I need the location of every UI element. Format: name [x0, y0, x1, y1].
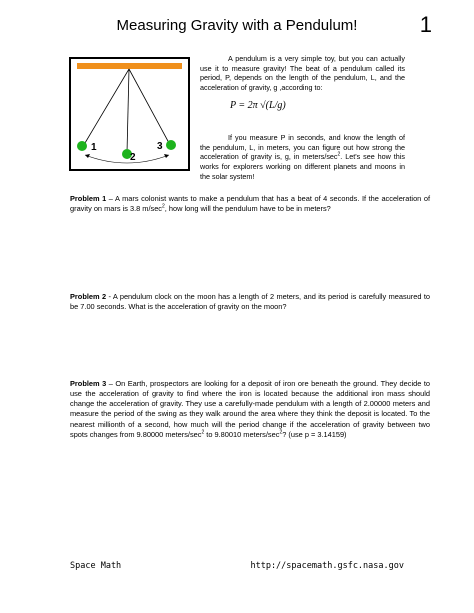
- problem-3-sup-2: 2: [279, 429, 283, 436]
- pendulum-support-bar: [77, 63, 182, 69]
- marker-1: 1: [91, 142, 97, 153]
- problem-3-sup-1: 2: [201, 429, 205, 436]
- arc-arrow-left: [85, 154, 90, 158]
- intro-paragraph-2: [200, 133, 405, 182]
- pendulum-string-center: [127, 69, 129, 153]
- intro-paragraph-1: A pendulum is a very simple toy, but you can actually use it to measure gravity! The beat of a pendulum called its period, P, depends on the length of the pendulum, L, and the acceleration of gravity, g ,according to:: [200, 54, 405, 93]
- marker-3: 3: [157, 141, 163, 152]
- pendulum-string-left: [85, 69, 129, 143]
- problem-2: [70, 292, 430, 312]
- problem-1-sup: 2: [162, 203, 165, 210]
- pendulum-string-right: [129, 69, 169, 143]
- problem-3-text-end: ? (use p = 3.14159): [282, 429, 347, 439]
- problem-2-label: Problem 2: [70, 292, 107, 301]
- intro-text: [200, 54, 405, 181]
- footer-left: Space Math: [70, 561, 122, 571]
- intro-p2-sup: 2: [337, 151, 341, 158]
- problem-1-text-end: , how long will the pendulum have to be in meters?: [164, 204, 331, 214]
- pendulum-drawing: [71, 59, 188, 169]
- problem-3-label: Problem 3: [70, 379, 107, 388]
- problem-3-text: – On Earth, prospectors are looking for a deposit of iron ore beneath the ground. They decide to use the acceleration of gravity to find where the iron is located because the additional iron mass should change the acceleration of gravity. They use a carefully-made pendulum with a length of 2.00000 meters and measure the period of the swing as they walk around the area where they think the deposit is located. To the nearest millionth of a second, how much will the period change if the acceleration of gravity between two spots changes from 9.80000 meters/sec: [70, 379, 430, 439]
- intro-p2-text: If you measure P in seconds, and know the length of the pendulum, L, in meters, you can figure out how strong the acceleration of gravity is, g, in meters/sec: [200, 132, 405, 162]
- page-title: Measuring Gravity with a Pendulum!: [116, 17, 358, 34]
- problem-1: [70, 194, 430, 214]
- problem-3: [70, 379, 430, 440]
- problem-2-text: - A pendulum clock on the moon has a length of 2 meters, and its period is carefully measured to be 7.00 seconds. What is the acceleration of gravity on the moon?: [70, 292, 430, 312]
- pendulum-ball-1: [77, 141, 87, 151]
- pendulum-ball-3: [166, 140, 176, 150]
- problem-3-text-mid: to 9.80010 meters/sec: [204, 429, 280, 439]
- page-number: 1: [419, 12, 432, 37]
- problem-1-label: Problem 1: [70, 194, 107, 203]
- pendulum-figure: [69, 57, 190, 171]
- footer-url-link[interactable]: http://spacemath.gsfc.nasa.gov: [250, 561, 404, 571]
- problem-1-text: – A mars colonist wants to make a pendulum that has a beat of 4 seconds. If the acceleration of gravity on mars is 3.8 m/sec: [70, 194, 431, 214]
- marker-2: 2: [130, 152, 136, 163]
- period-formula: P = 2π √(L/g): [230, 99, 286, 111]
- arc-arrow-right: [164, 154, 169, 158]
- intro-p2-text-end: . Let's see how this works for explorers working on different planets and moons in the solar system!: [200, 152, 405, 181]
